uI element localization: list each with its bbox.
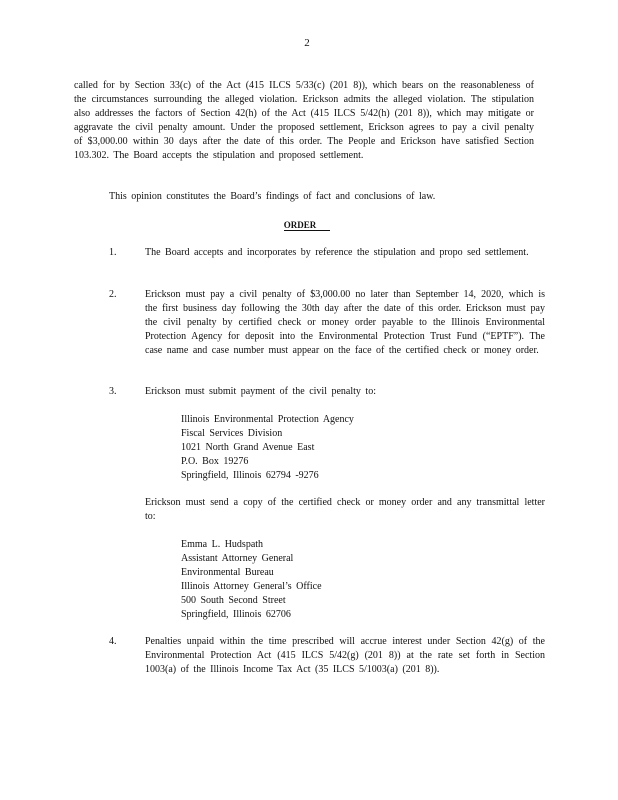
address-line: Springfield, Illinois 62706 — [181, 609, 291, 620]
address-line: Assistant Attorney General — [181, 553, 294, 564]
intro-paragraph: called for by Section 33(c) of the Act (415 ILCS 5/33(c) (201 8)), which bears on the reasonableness of the circumstances surrounding the alleged violation. Erickson admits the alleged violation. The stipulation also addresses the factors of Section 42(h) of the Act (415 ILCS 5/42(h) (201 8)), which may mitigate or aggravate the civil penalty amount. Under the proposed settlement, Erickson agrees to pay a civil penalty of $3,000.00 within 30 days after the date of this order. The People and Erickson have satisfied Section 103.302. The Board accepts the stipulation and proposed settlement. — [74, 80, 534, 161]
address-line: 500 South Second Street — [181, 595, 286, 606]
address-line: Environmental Bureau — [181, 567, 274, 578]
copy-address — [181, 538, 545, 622]
item-number: 2. — [109, 289, 117, 300]
address-line: Illinois Environmental Protection Agency — [181, 414, 354, 425]
address-line: Fiscal Services Division — [181, 428, 283, 439]
findings-paragraph: This opinion constitutes the Board’s findings of fact and conclusions of law. — [109, 191, 436, 202]
address-line: Springfield, Illinois 62794 -9276 — [181, 470, 319, 481]
order-heading-text: ORDER — [284, 220, 331, 231]
order-item-4 — [109, 635, 545, 677]
copy-instructions: Erickson must send a copy of the certified check or money order and any transmittal letter to: — [145, 497, 545, 522]
item-number: 1. — [109, 247, 117, 258]
item-number: 3. — [109, 386, 117, 397]
order-heading — [0, 218, 614, 232]
order-item-1 — [109, 246, 545, 260]
order-item-3 — [109, 385, 545, 622]
item-text: Penalties unpaid within the time prescribed will accrue interest under Section 42(g) of the Environmental Protection Act (415 ILCS 5/42(g) (201 8)) at the rate set forth in Section 1003(a) of the Illinois Income Tax Act (35 ILCS 5/1003(a) (201 8)). — [145, 636, 545, 675]
page-number: 2 — [304, 37, 310, 49]
address-line: Illinois Attorney General’s Office — [181, 581, 322, 592]
order-item-2 — [109, 288, 545, 358]
item-text: Erickson must pay a civil penalty of $3,000.00 no later than September 14, 2020, which is the first business day following the 30th day after the date of this order. Erickson must pay the civil penalty by certified check or money order payable to the Illinois Environmental Protection Agency for deposit into the Environmental Protection Trust Fund (“EPTF”). The case name and case number must appear on the face of the certified check or money order. — [145, 289, 545, 356]
address-line: P.O. Box 19276 — [181, 456, 249, 467]
address-line: Emma L. Hudspath — [181, 539, 264, 550]
item-number: 4. — [109, 636, 117, 647]
item-text: The Board accepts and incorporates by reference the stipulation and propo sed settlement. — [145, 247, 529, 258]
payment-address — [181, 413, 545, 483]
item-text: Erickson must submit payment of the civil penalty to: — [145, 386, 376, 397]
address-line: 1021 North Grand Avenue East — [181, 442, 315, 453]
